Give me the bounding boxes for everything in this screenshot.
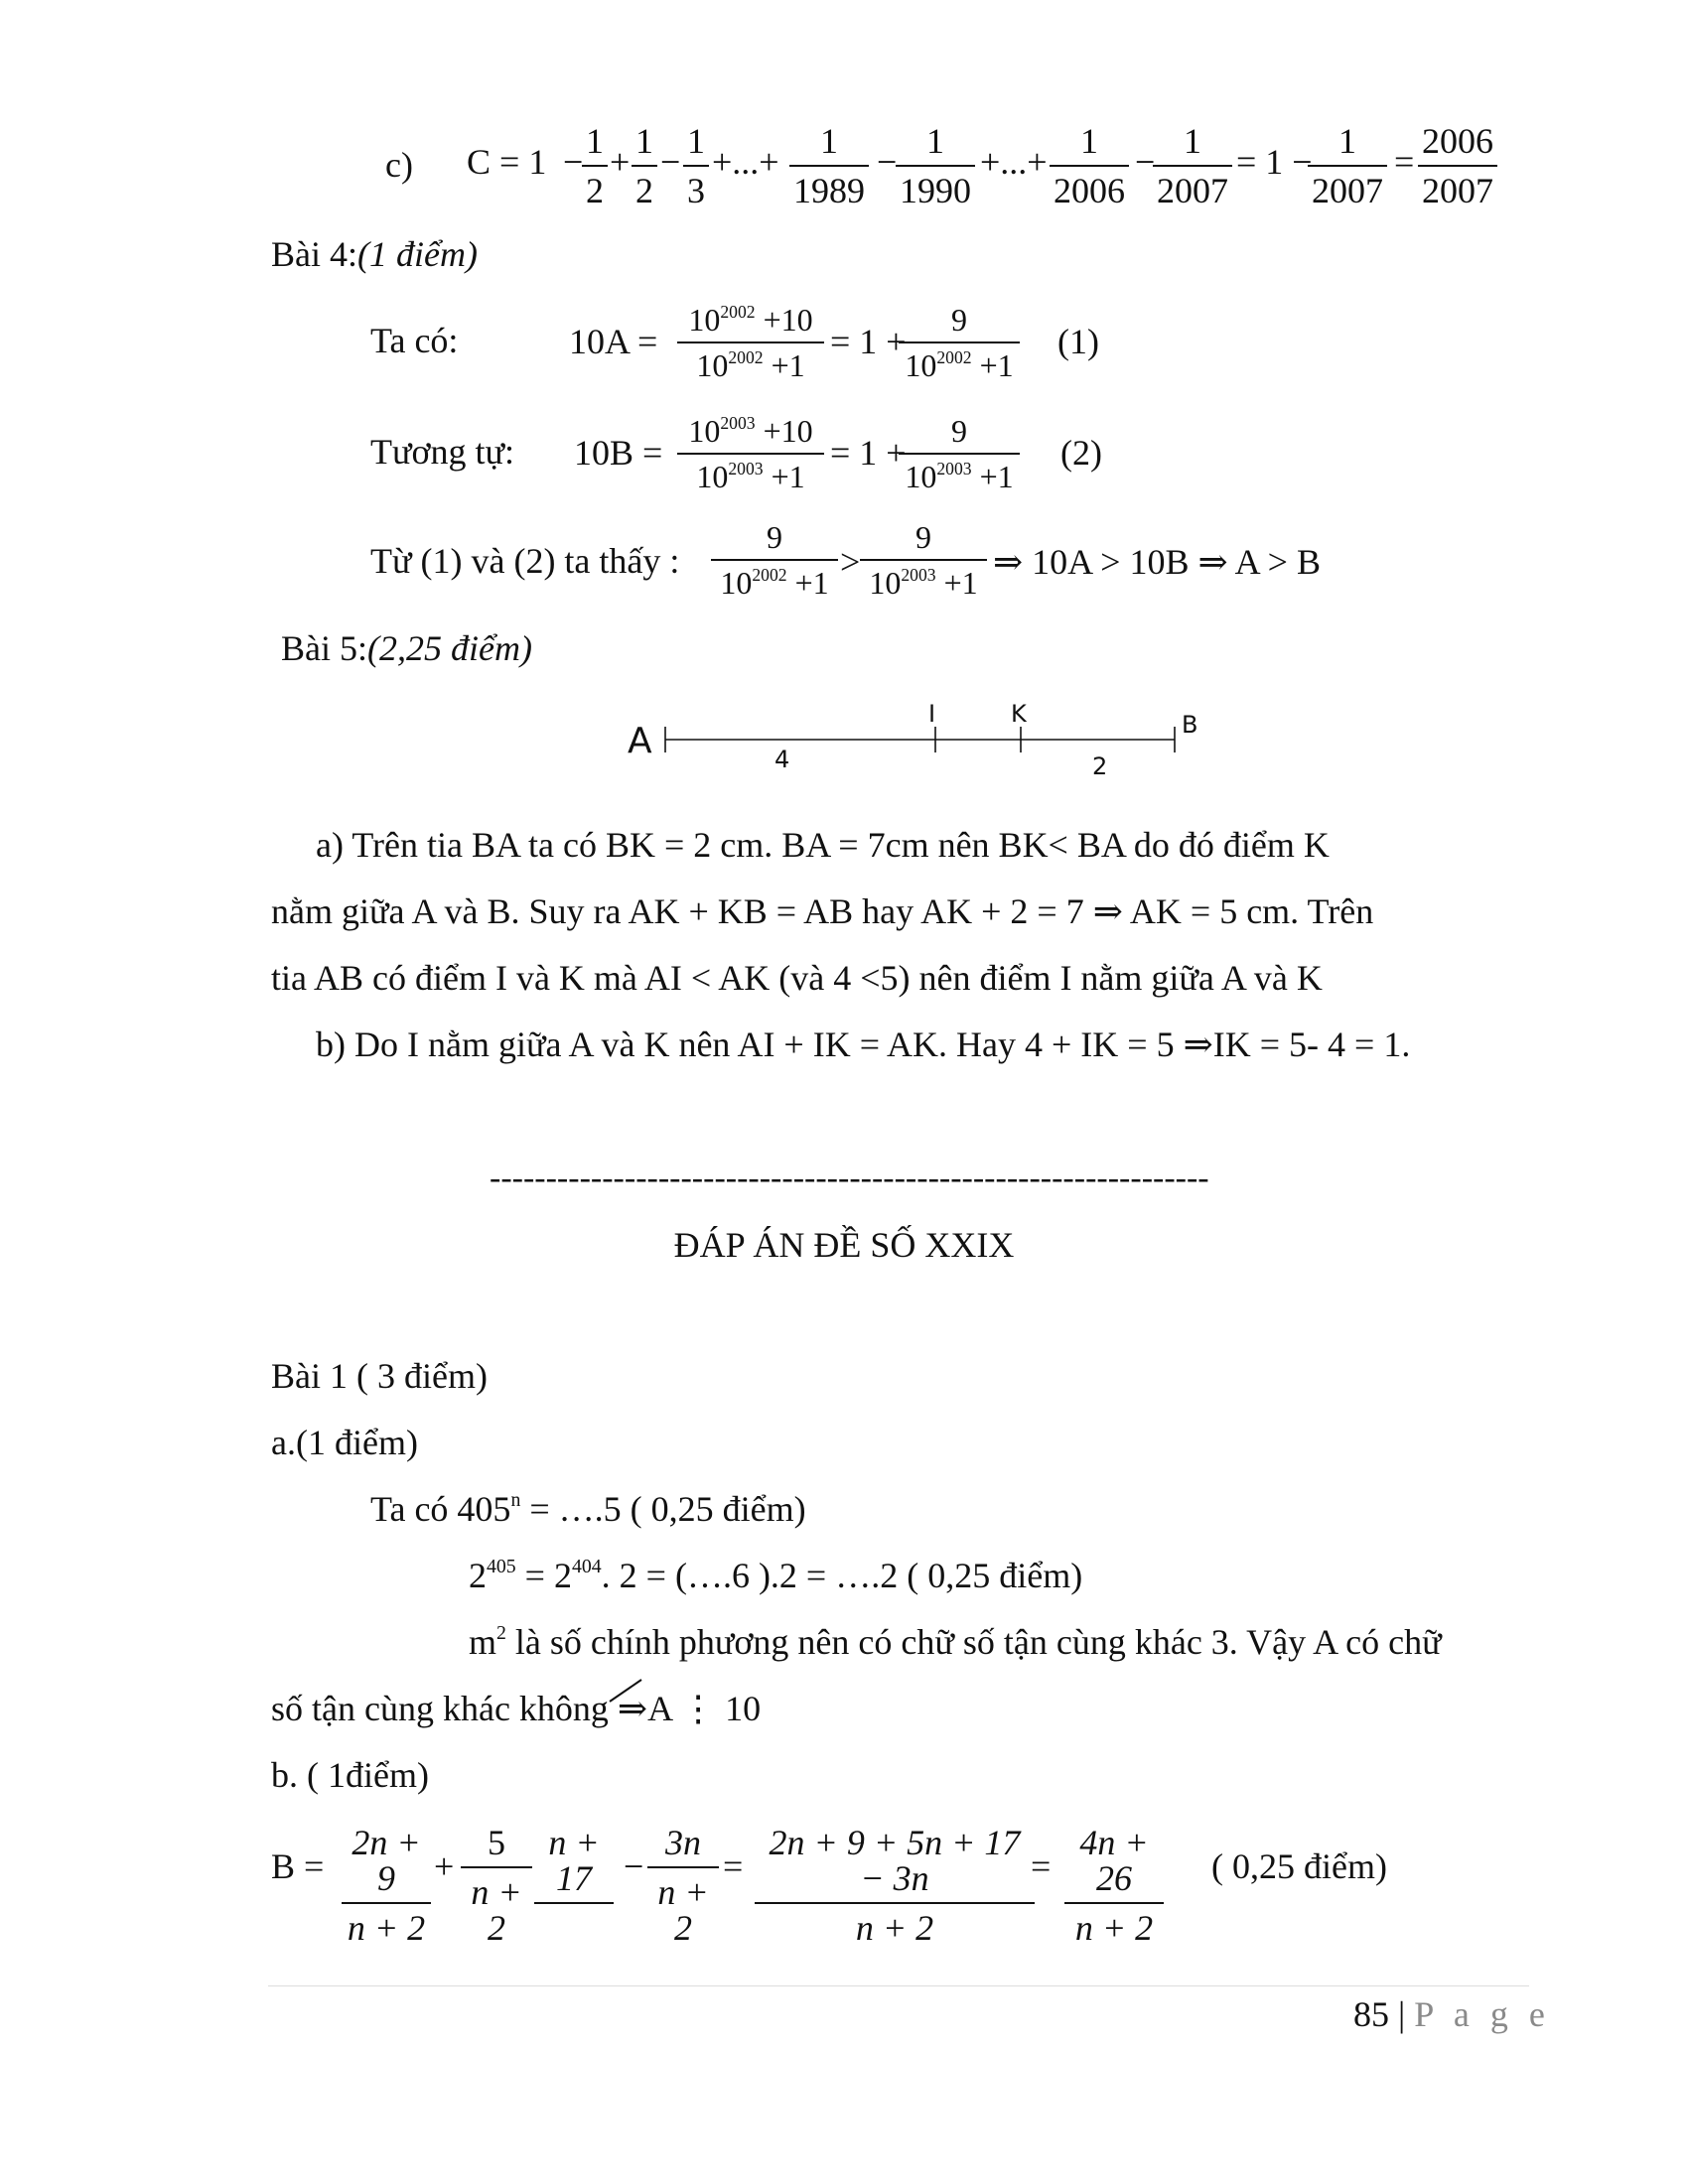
c-frac-5: 1 1990 [896, 123, 975, 208]
bai1-a-line4: số tận cùng khác không ⇒A ⋮ 10 [271, 1689, 762, 1728]
c-op-6: +...+ [980, 142, 1048, 182]
bai5-heading: Bài 5:(2,25 điểm) [281, 628, 532, 668]
bai5-para-a-1: a) Trên tia BA ta có BK = 2 cm. BA = 7cm nên BK< BA do đó điểm K [316, 825, 1330, 865]
b-frac-5: 2n + 9 + 5n + 17 − 3n n + 2 [755, 1825, 1035, 1946]
segment-diagram [626, 695, 1221, 784]
part-c-lhs: C = 1 [467, 142, 547, 182]
b-frac-3: n + 17 [534, 1825, 614, 1946]
c-op-1: − [563, 142, 584, 182]
bai4-tuong-tu: Tương tự: [370, 432, 515, 472]
page-separator: | [1398, 1994, 1406, 2034]
b-minus: − [624, 1846, 644, 1886]
c-frac-b: 2006 2007 [1418, 123, 1497, 208]
bai4-line1-frac2: 9 $10^{2002} +1$ [899, 304, 1020, 381]
c-frac-3: 1 3 [683, 123, 709, 208]
section-divider: ---------------------------------------------------------------- [490, 1160, 1209, 1196]
b-frac-1: 2n + 9 n + 2 [342, 1825, 431, 1946]
page-number: 85 [1353, 1994, 1389, 2034]
bai1-a-label: a.(1 điểm) [271, 1423, 418, 1462]
c-frac-7: 1 2007 [1153, 123, 1232, 208]
section-title: ĐÁP ÁN ĐỀ SỐ XXIX [673, 1225, 1015, 1265]
bai4-line3-text: Từ (1) và (2) ta thấy : [370, 541, 680, 581]
bai4-line3-frac1: 9 $10^{2002} +1$ [711, 521, 838, 599]
bai4-line2-frac2: 9 $10^{2003} +1$ [899, 415, 1020, 492]
b-frac-4: 3n n + 2 [647, 1825, 719, 1946]
c-frac-4: 1 1989 [789, 123, 869, 208]
bai4-tag-1: (1) [1057, 322, 1099, 361]
c-frac-1: 1 2 [582, 123, 608, 208]
page-word: P a g e [1414, 1994, 1551, 2034]
c-frac-2: 1 2 [632, 123, 657, 208]
c-op-3: − [660, 142, 681, 182]
c-op-2: + [610, 142, 631, 182]
bai5-para-a-3: tia AB có điểm I và K mà AI < AK (và 4 <5) nên điểm I nằm giữa A và K [271, 958, 1323, 998]
b-points: ( 0,25 điểm) [1211, 1846, 1387, 1886]
bai4-line2-lhs: 10B = [574, 433, 663, 473]
not-divisible-slash [608, 1674, 647, 1704]
bai1-a-line1: Ta có $405^n$ = ….5 ( 0,25 điểm) [370, 1489, 806, 1529]
c-frac-6: 1 2006 [1050, 123, 1129, 208]
c-op-7: − [1135, 142, 1156, 182]
c-eq-2: = [1394, 142, 1415, 182]
c-frac-a: 1 2007 [1308, 123, 1387, 208]
c-op-5: − [877, 142, 898, 182]
bai4-ta-co: Ta có: [370, 321, 459, 360]
bai1-heading: Bài 1 ( 3 điểm) [271, 1356, 488, 1396]
b-frac-2: 5 n + 2 [461, 1825, 532, 1946]
bai4-line2-mid: = 1 + [830, 433, 907, 473]
b-lhs: B = [271, 1846, 325, 1886]
label-seg-ai: 4 [774, 746, 790, 773]
bai4-line3-result: ⇒ 10A > 10B ⇒ A > B [993, 542, 1321, 582]
bai1-a-line3: $m^2$ là số chính phương nên có chữ số tận cùng khác 3. Vậy A có chữ [469, 1622, 1442, 1662]
b-eq-2: = [1031, 1846, 1052, 1886]
label-k: K [1011, 700, 1027, 728]
label-seg-kb: 2 [1092, 752, 1108, 780]
bai4-tag-2: (2) [1060, 433, 1102, 473]
part-c-label: c) [385, 145, 413, 185]
label-i: I [928, 700, 936, 728]
bai4-line1-lhs: 10A = [569, 322, 658, 361]
bai4-line1-mid: = 1 + [830, 322, 907, 361]
bai4-line2-frac1: $10^{2003} +10$ $10^{2003} +1$ [677, 415, 824, 492]
bai1-b-label: b. ( 1điểm) [271, 1755, 429, 1795]
bai4-heading: Bài 4:(1 điểm) [271, 234, 478, 274]
page-footer [1353, 1993, 1551, 2035]
bai4-line3-frac2: 9 $10^{2003} +1$ [860, 521, 987, 599]
bai5-para-a-2: nằm giữa A và B. Suy ra AK + KB = AB hay AK + 2 = 7 ⇒ AK = 5 cm. Trên [271, 891, 1374, 931]
c-eq-1: = 1 − [1236, 142, 1313, 182]
bai5-para-b: b) Do I nằm giữa A và K nên AI + IK = AK. Hay 4 + IK = 5 ⇒IK = 5- 4 = 1. [316, 1024, 1411, 1064]
b-eq-1: = [723, 1846, 744, 1886]
b-frac-6: 4n + 26 n + 2 [1064, 1825, 1164, 1946]
bai4-line1-frac1: $10^{2002} +10$ $10^{2002} +1$ [677, 304, 824, 381]
bai4-line3-gt: > [840, 542, 861, 582]
c-op-4: +...+ [712, 142, 779, 182]
label-a: A [628, 721, 652, 761]
footer-rule [268, 1985, 1529, 1986]
b-plus: + [434, 1846, 455, 1886]
label-b: B [1182, 711, 1198, 739]
bai1-a-line2: $2^{405} = 2^{404}$. 2 = (….6 ).2 = ….2 ( 0,25 điểm) [469, 1556, 1083, 1595]
